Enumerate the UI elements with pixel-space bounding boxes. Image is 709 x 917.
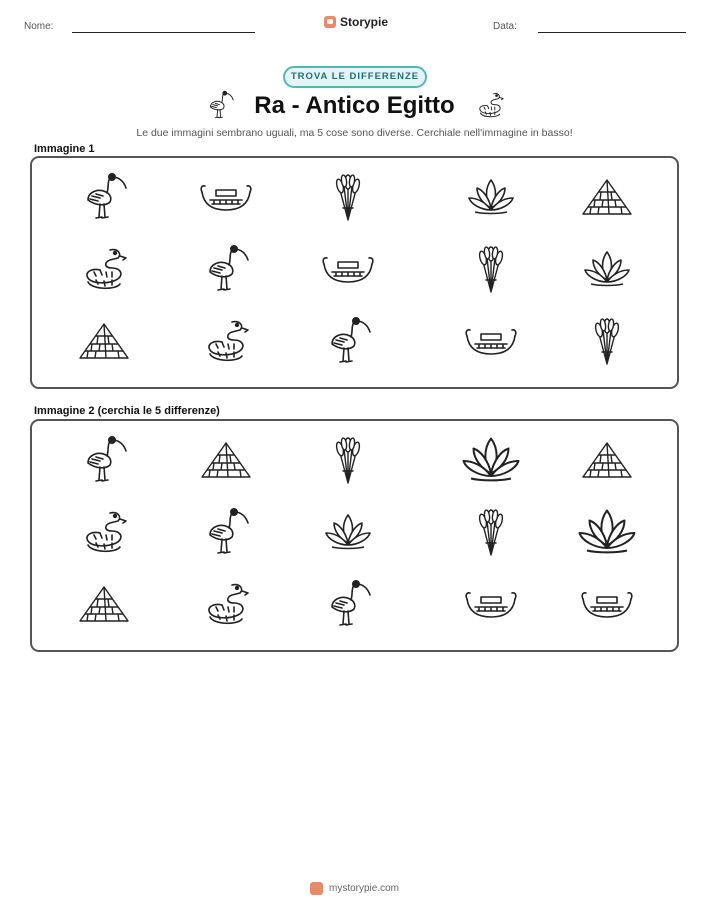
ibis-icon [74, 170, 134, 226]
storypie-logo-icon [324, 16, 336, 28]
pyramid-icon [74, 314, 134, 370]
boat-icon [461, 314, 521, 370]
boat-icon[interactable] [577, 577, 637, 633]
snake-icon [196, 314, 256, 370]
wheat-icon [461, 242, 521, 298]
ibis-icon [196, 242, 256, 298]
boat-icon [318, 242, 378, 298]
footer-site: mystorypie.com [328, 883, 399, 894]
storypie-footer-icon [310, 882, 323, 895]
date-field[interactable] [538, 32, 686, 33]
activity-badge: TROVA LE DIFFERENZE [283, 66, 427, 88]
pyramid-icon[interactable] [196, 433, 256, 489]
pyramid-icon[interactable] [74, 577, 134, 633]
boat-icon [196, 170, 256, 226]
boat-icon[interactable] [461, 577, 521, 633]
name-field[interactable] [72, 32, 255, 33]
instructions: Le due immagini sembrano uguali, ma 5 cose sono diverse. Cerchiale nell'immagine in basso! [136, 127, 573, 139]
name-label: Nome: [24, 21, 54, 32]
snake-icon[interactable] [74, 505, 134, 561]
lotus-icon [577, 242, 637, 298]
snake-icon[interactable] [196, 577, 256, 633]
lotus-icon[interactable] [569, 498, 645, 568]
lotus-icon[interactable] [318, 505, 378, 561]
date-label: Data: [493, 21, 517, 32]
title-snake-icon [472, 89, 508, 123]
wheat-icon [318, 170, 378, 226]
ibis-icon [318, 314, 378, 370]
ibis-icon[interactable] [196, 505, 256, 561]
ibis-icon[interactable] [318, 577, 378, 633]
pyramid-icon [577, 170, 637, 226]
snake-icon [74, 242, 134, 298]
lotus-icon[interactable] [453, 426, 529, 496]
lotus-icon [461, 170, 521, 226]
page-title: Ra - Antico Egitto [254, 92, 455, 119]
image2-label[interactable]: Immagine 2 (cerchia le 5 differenze) [34, 405, 220, 417]
brand-name: Storypie [340, 15, 389, 29]
image2-panel[interactable] [30, 419, 679, 652]
wheat-icon[interactable] [461, 505, 521, 561]
wheat-icon[interactable] [318, 433, 378, 489]
footer [0, 882, 709, 895]
ibis-icon[interactable] [74, 433, 134, 489]
brand-logo [324, 15, 388, 29]
image1-label: Immagine 1 [34, 143, 95, 155]
wheat-icon [577, 314, 637, 370]
image1-panel [30, 156, 679, 389]
pyramid-icon[interactable] [577, 433, 637, 489]
